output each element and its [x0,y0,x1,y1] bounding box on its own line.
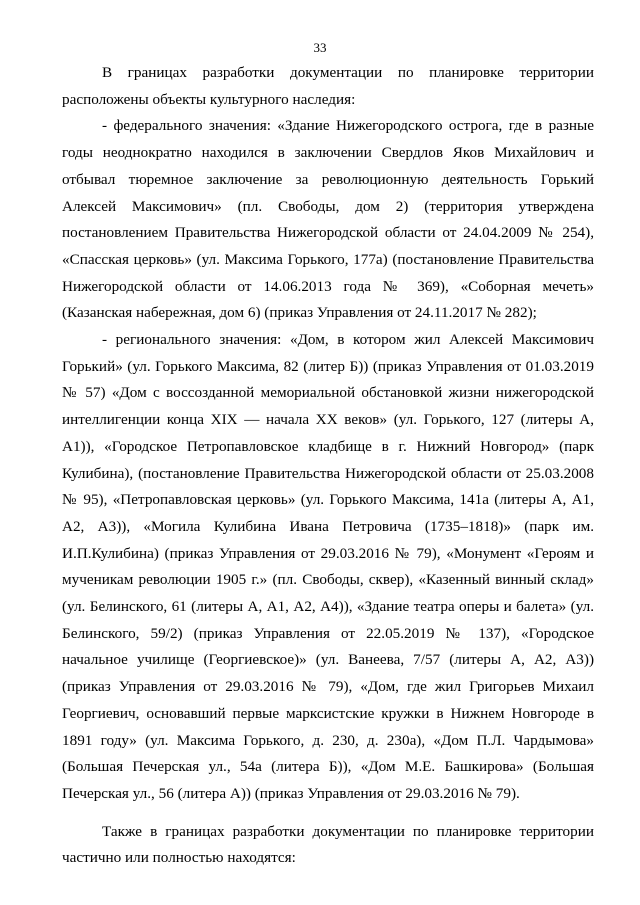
paragraph-regional: - регионального значения: «Дом, в котором жил Алексей Максимович Горький» (ул. Горького Максима, 82 (литер Б)) (приказ Управления от 01.03.2019 № 57) «Дом с воссозданной мемориальной обстановкой жизни нижегородской интеллигенции конца XIX — начала XX веков» (ул. Горького, 127 (литеры А, А1)), «Городское Петропавловское кладбище в г. Нижний Новгород» (парк Кулибина), (постановление Правительства Нижегородской области от 25.03.2008 № 95), «Петропавловская церковь» (ул. Горького Максима, 141а (литеры А, А1, А2, А3)), «Могила Кулибина Ивана Петровича (1735–1818)» (парк им. И.П.Кулибина) (приказ Управления от 29.03.2016 № 79), «Монумент «Героям и мученикам революции 1905 г.» (пл. Свободы, сквер), «Казенный винный склад» (ул. Белинского, 61 (литеры А, А1, А2, А4)), «Здание театра оперы и балета» (ул. Белинского, 59/2) (приказ Управления от 22.05.2019 № 137), «Городское начальное училище (Георгиевское)» (ул. Ванеева, 7/57 (литеры А, А2, А3)) (приказ Управления от 29.03.2016 № 79), «Дом, где жил Григорьев Михаил Георгиевич, основавший первые марксистские кружки в Нижнем Новгороде в 1891 году» (ул. Максима Горького, д. 230, д. 230а), «Дом П.Л. Чардымова» (Большая Печерская ул., 54а (литера Б)), «Дом М.Е. Башкирова» (Большая Печерская ул., 56 (литера А)) (приказ Управления от 29.03.2016 № 79). [62,331,594,802]
document-body [62,60,594,872]
paragraph-gap [62,808,594,819]
paragraph-federal: - федерального значения: «Здание Нижегородского острога, где в разные годы неоднократно находился в заключении Свердлов Яков Михайлович и отбывал тюремное заключение за революционную деятельность Горький Алексей Максимович» (пл. Свободы, дом 2) (территория утверждена постановлением Правительства Нижегородской области от 24.04.2009 № 254), «Спасская церковь» (ул. Максима Горького, 177а) (постановление Правительства Нижегородской области от 14.06.2013 года № 369), «Соборная мечеть» (Казанская набережная, дом 6) (приказ Управления от 24.11.2017 № 282); [62,117,594,322]
paragraph-intro: В границах разработки документации по планировке территории расположены объекты культурного наследия: [62,64,594,108]
page-number: 33 [313,40,327,55]
paragraph-also: Также в границах разработки документации по планировке территории частично или полностью находятся: [62,822,594,867]
